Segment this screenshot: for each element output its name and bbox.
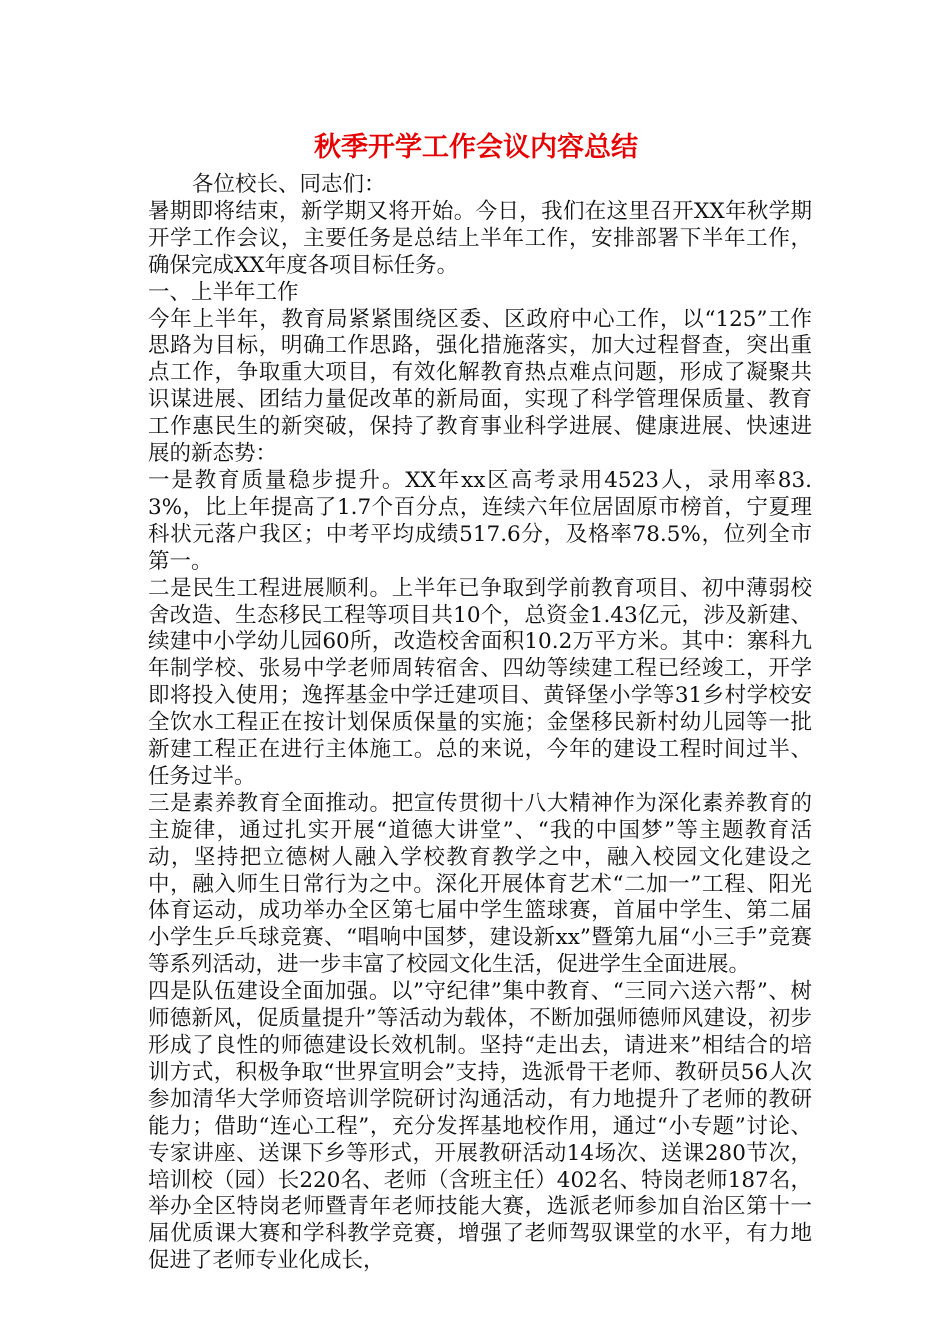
team-building-paragraph: 四是队伍建设全面加强。以”守纪律”集中教育、“三同六送六帮”、树师德新风，促质量提升”等活动为载体，不断加强师德师风建设，初步形成了良性的师德建设长效机制。坚持“走出去，请进来”相结合的培训方式，积极争取“世界宣明会”支持，选派骨干老师、教研员56人次参加清华大学师资培训学院研讨沟通活动，有力地提升了老师的教研能力；借助“连心工程”，充分发挥基地校作用，通过“小专题”讨论、专家讲座、送课下乡等形式，开展教研活动14场次、送课280节次，培训校（园）长220名、老师（含班主任）402名、特岗老师187名，举办全区特岗老师暨青年老师技能大赛，选派老师参加自治区第十一届优质课大赛和学科教学竞赛，增强了老师驾驭课堂的水平，有力地促进了老师专业化成长， <box>148 979 812 1274</box>
section-heading: 一、上半年工作 <box>148 279 299 305</box>
livelihood-paragraph: 二是民生工程进展顺利。上半年已争取到学前教育项目、初中薄弱校舍改造、生态移民工程等项目共10个，总资金1.43亿元，涉及新建、续建中小学幼儿园60所，改造校舍面积10.2万平方米。其中：寨科九年制学校、张易中学老师周转宿舍、四幼等续建工程已经竣工，开学即将投入使用；逸挥基金中学迁建项目、黄铎堡小学等31乡村学校安全饮水工程正在按计划保质保量的实施；金堡移民新村幼儿园等一批新建工程正在进行主体施工。总的来说，今年的建设工程时间过半、任务过半。 <box>148 575 812 789</box>
intro-paragraph: 暑期即将结束，新学期又将开始。今日，我们在这里召开XX年秋学期开学工作会议，主要任务是总结上半年工作，安排部署下半年工作，确保完成XX年度各项目标任务。 <box>148 198 812 278</box>
quality-paragraph: 一是教育质量稳步提升。XX年xx区高考录用4523人，录用率83.3%，比上年提高了1.7个百分点，连续六年位居固原市榜首，宁夏理科状元落户我区；中考平均成绩517.6分，及格率78.5%，位列全市第一。 <box>148 467 812 574</box>
overview-paragraph: 今年上半年，教育局紧紧围绕区委、区政府中心工作，以“125”工作思路为目标，明确工作思路，强化措施落实，加大过程督查，突出重点工作，争取重大项目，有效化解教育热点难点问题，形成了凝聚共识谋进展、团结力量促改革的新局面，实现了科学管理保质量、教育工作惠民生的新突破，保持了教育事业科学进展、健康进展、快速进展的新态势： <box>148 306 812 467</box>
salutation: 各位校长、同志们： <box>192 172 386 197</box>
document-page <box>140 128 812 1275</box>
document-title: 秋季开学工作会议内容总结 <box>314 132 638 163</box>
quality-education-paragraph: 三是素养教育全面推动。把宣传贯彻十八大精神作为深化素养教育的主旋律，通过扎实开展“道德大讲堂”、“我的中国梦”等主题教育活动，坚持把立德树人融入学校教育教学之中，融入校园文化建设之中，融入师生日常行为之中。深化开展体育艺术“二加一”工程、阳光体育运动，成功举办全区第七届中学生篮球赛，首届中学生、第二届小学生乒乓球竞赛、“唱响中国梦，建设新xx”暨第九届“小三手”竞赛等系列活动，进一步丰富了校园文化生活，促进学生全面进展。 <box>148 790 812 978</box>
